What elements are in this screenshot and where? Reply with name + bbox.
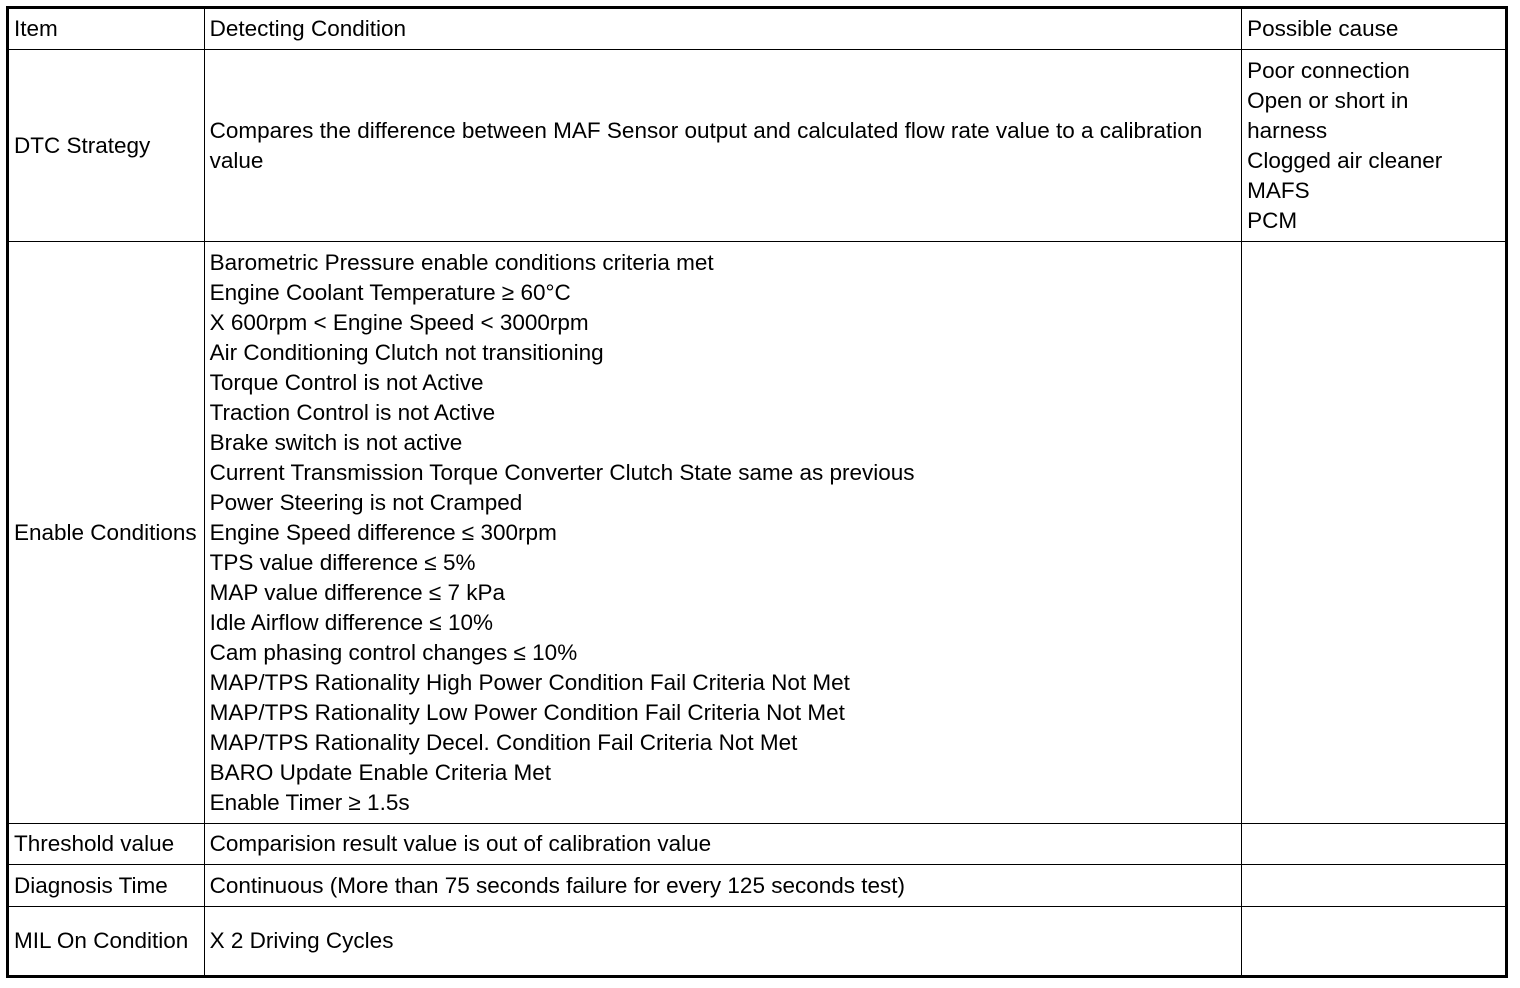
table-row-mil-on-condition — [8, 907, 1507, 977]
item-cell: Enable Conditions — [8, 242, 205, 824]
cause-cell — [1242, 865, 1507, 907]
cause-line: MAFS — [1247, 177, 1310, 203]
condition-line: Torque Control is not Active — [209, 369, 484, 395]
condition-line: Traction Control is not Active — [209, 399, 496, 425]
item-cell: Diagnosis Time — [8, 865, 205, 907]
cause-cell — [1242, 907, 1507, 977]
condition-cell: Comparision result value is out of calibration value — [204, 824, 1241, 865]
cause-line: Open or short in — [1247, 87, 1409, 113]
condition-line: Air Conditioning Clutch not transitioning — [209, 339, 604, 365]
header-possible-cause: Possible cause — [1242, 8, 1507, 50]
condition-cell: X 2 Driving Cycles — [204, 907, 1241, 977]
cause-line: PCM — [1247, 207, 1298, 233]
item-cell: Threshold value — [8, 824, 205, 865]
header-item: Item — [8, 8, 205, 50]
condition-line: X 600rpm < Engine Speed < 3000rpm — [209, 309, 589, 335]
table-row-dtc-strategy — [8, 50, 1507, 242]
condition-cell — [204, 50, 1241, 242]
condition-line: Power Steering is not Cramped — [209, 489, 523, 515]
dtc-table — [6, 6, 1508, 978]
table-row-threshold-value — [8, 824, 1507, 865]
condition-line: MAP/TPS Rationality Low Power Condition Fail Criteria Not Met — [209, 699, 845, 725]
cause-cell — [1242, 50, 1507, 242]
condition-line: Brake switch is not active — [209, 429, 463, 455]
condition-line: Enable Timer ≥ 1.5s — [209, 789, 410, 815]
condition-line: MAP/TPS Rationality High Power Condition Fail Criteria Not Met — [209, 669, 850, 695]
cause-cell — [1242, 242, 1507, 824]
table-row-diagnosis-time — [8, 865, 1507, 907]
cause-line: Poor connection — [1247, 57, 1410, 83]
cause-line: Clogged air cleaner — [1247, 147, 1443, 173]
table-row-enable-conditions — [8, 242, 1507, 824]
condition-line: Engine Speed difference ≤ 300rpm — [209, 519, 557, 545]
cause-line: harness — [1247, 117, 1328, 143]
condition-cell: Continuous (More than 75 seconds failure for every 125 seconds test) — [204, 865, 1241, 907]
condition-line: BARO Update Enable Criteria Met — [209, 759, 552, 785]
condition-cell — [204, 242, 1241, 824]
condition-line: Barometric Pressure enable conditions criteria met — [209, 249, 714, 275]
condition-line: MAP value difference ≤ 7 kPa — [209, 579, 506, 605]
condition-line: Engine Coolant Temperature ≥ 60°C — [209, 279, 571, 305]
header-detecting-condition: Detecting Condition — [204, 8, 1241, 50]
condition-line: Cam phasing control changes ≤ 10% — [209, 639, 578, 665]
condition-line: Current Transmission Torque Converter Clutch State same as previous — [209, 459, 915, 485]
condition-line: MAP/TPS Rationality Decel. Condition Fail Criteria Not Met — [209, 729, 798, 755]
cause-cell — [1242, 824, 1507, 865]
condition-line: Idle Airflow difference ≤ 10% — [209, 609, 493, 635]
item-cell: DTC Strategy — [8, 50, 205, 242]
condition-line: TPS value difference ≤ 5% — [209, 549, 476, 575]
item-cell: MIL On Condition — [8, 907, 205, 977]
header-row — [8, 8, 1507, 50]
condition-text: Compares the difference between MAF Sensor output and calculated flow rate value to a calibration value — [209, 117, 1203, 173]
